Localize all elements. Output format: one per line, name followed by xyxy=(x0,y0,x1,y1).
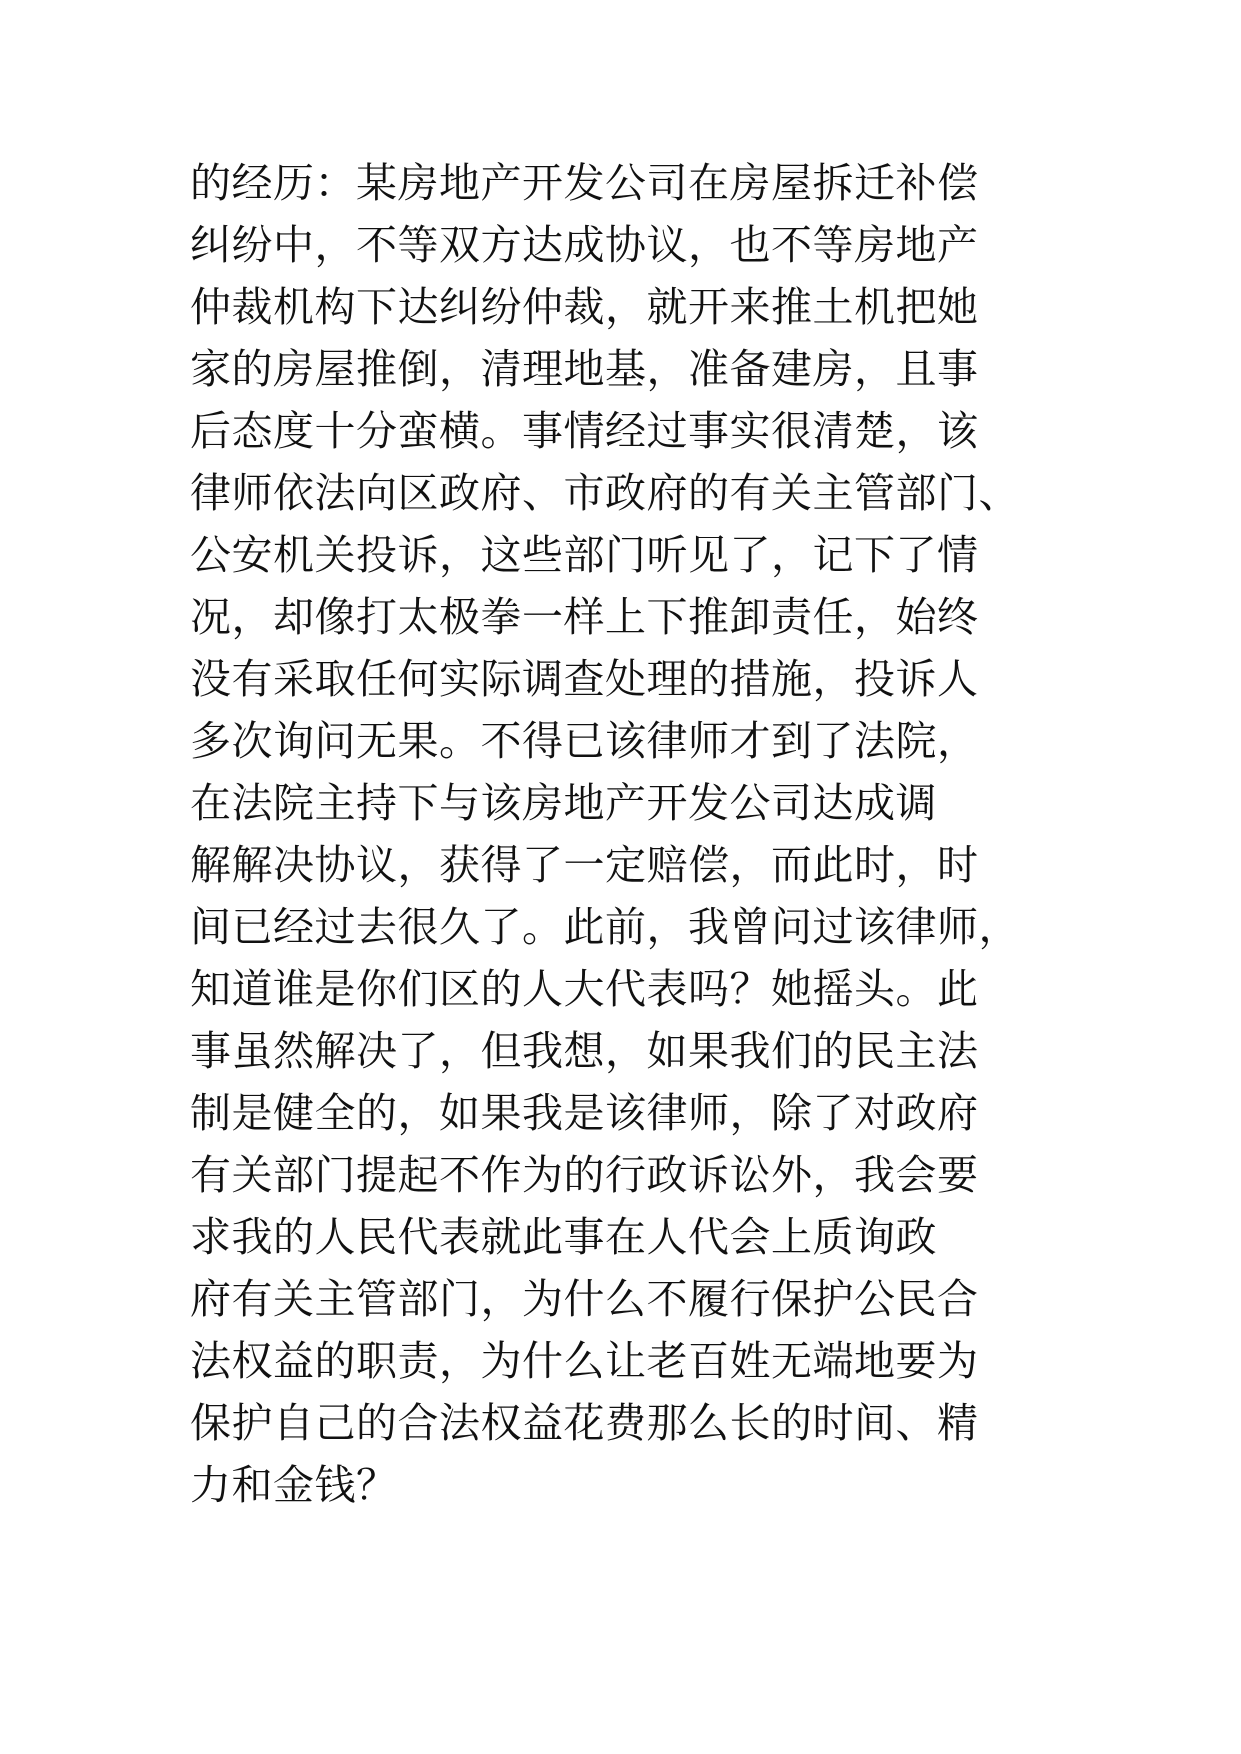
text-line: 间已经过去很久了。此前，我曾问过该律师， xyxy=(190,903,1020,951)
text-line: 后态度十分蛮横。事情经过事实很清楚，该 xyxy=(190,407,979,455)
text-line: 仲裁机构下达纠纷仲裁，就开来推土机把她 xyxy=(190,283,979,331)
text-line: 纠纷中，不等双方达成协议，也不等房地产 xyxy=(190,221,979,269)
text-line: 力和金钱？ xyxy=(190,1461,398,1509)
text-line: 求我的人民代表就此事在人代会上质询政 xyxy=(190,1213,937,1261)
text-line: 公安机关投诉，这些部门听见了，记下了情 xyxy=(190,531,979,579)
text-line: 在法院主持下与该房地产开发公司达成调 xyxy=(190,779,937,827)
text-line: 知道谁是你们区的人大代表吗？她摇头。此 xyxy=(190,965,979,1013)
text-line: 的经历：某房地产开发公司在房屋拆迁补偿 xyxy=(190,159,979,207)
body-text xyxy=(190,152,1090,1516)
text-line: 制是健全的，如果我是该律师，除了对政府 xyxy=(190,1089,979,1137)
text-line: 解解决协议，获得了一定赔偿，而此时，时 xyxy=(190,841,979,889)
text-line: 况，却像打太极拳一样上下推卸责任，始终 xyxy=(190,593,979,641)
text-line: 没有采取任何实际调查处理的措施，投诉人 xyxy=(190,655,979,703)
text-line: 律师依法向区政府、市政府的有关主管部门、 xyxy=(190,469,1020,517)
text-line: 有关部门提起不作为的行政诉讼外，我会要 xyxy=(190,1151,979,1199)
text-line: 法权益的职责，为什么让老百姓无端地要为 xyxy=(190,1337,979,1385)
text-line: 多次询问无果。不得已该律师才到了法院， xyxy=(190,717,979,765)
text-line: 保护自己的合法权益花费那么长的时间、精 xyxy=(190,1399,979,1447)
text-line: 家的房屋推倒，清理地基，准备建房，且事 xyxy=(190,345,979,393)
text-line: 府有关主管部门，为什么不履行保护公民合 xyxy=(190,1275,979,1323)
text-line: 事虽然解决了，但我想，如果我们的民主法 xyxy=(190,1027,979,1075)
